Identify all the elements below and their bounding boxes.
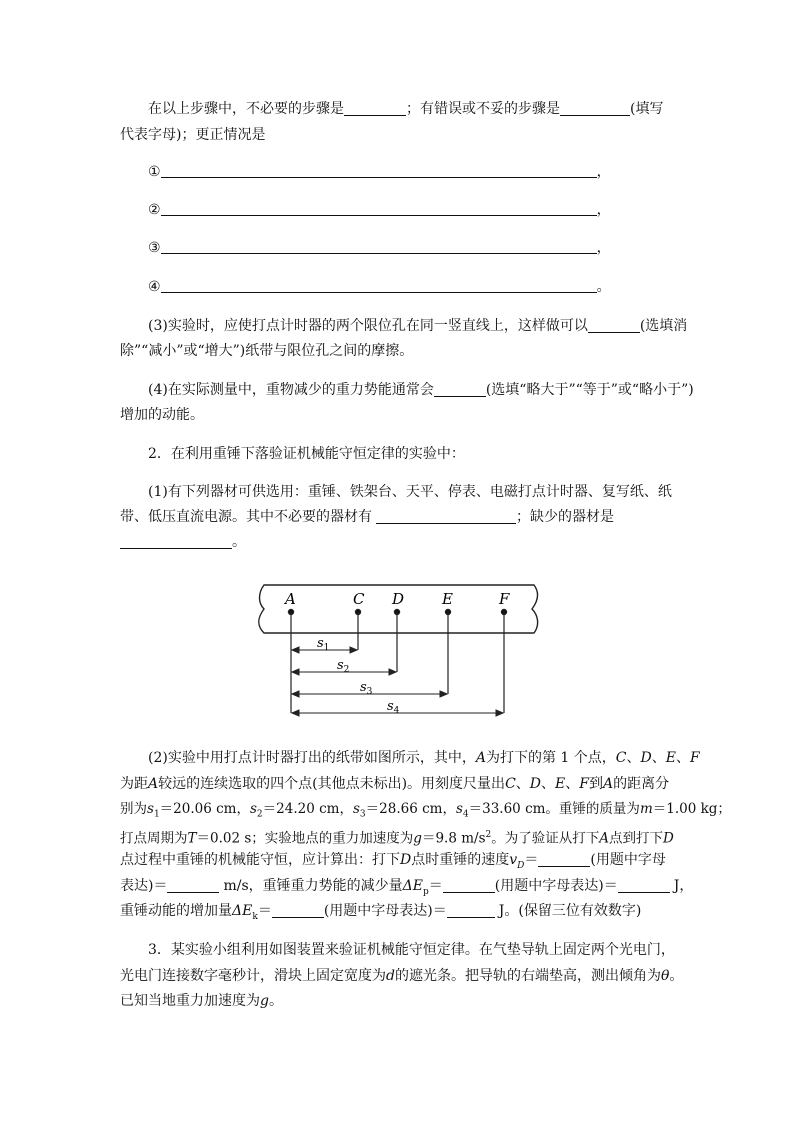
s2-label: $s_2$: [337, 658, 350, 675]
blank-dep-expr[interactable]: [443, 877, 495, 893]
var-a: A: [475, 750, 486, 766]
sub-k: k: [252, 911, 258, 922]
q3-text-b: (选填消: [639, 318, 688, 334]
p2-l4c: 点到打下: [608, 830, 663, 847]
var-s: s: [249, 801, 257, 817]
answer-rule[interactable]: [161, 239, 597, 254]
p2-l7c: J。(保留三位有效数字): [498, 903, 642, 919]
sub-d: D: [517, 860, 525, 871]
blank-unneeded-equipment[interactable]: [376, 508, 516, 524]
value-s4: ＝33.60 cm。重锤的质量为: [468, 801, 640, 817]
steps-line-2: [120, 125, 690, 145]
var-dep: ΔE: [402, 878, 423, 894]
p2-l2b: 较远的连续选取的四个点(其他点未标出)。用刻度尺量出: [158, 776, 506, 792]
problem3-l2b: 的遮光条。把导轨的右端垫高，测出倾角为: [394, 968, 661, 984]
p2-l6a: 表达)＝: [120, 878, 168, 894]
answer-rule[interactable]: [161, 278, 597, 293]
blank-dek-value[interactable]: [447, 902, 495, 918]
blank-wrong-steps[interactable]: [560, 100, 630, 116]
p2-l5d: (用题中字母: [590, 852, 666, 868]
sub-3: 3: [359, 809, 366, 820]
p2-l2d: 的距离分: [613, 776, 670, 792]
value-t: ＝0.02 s；实验地点的重力加速度为: [196, 830, 414, 847]
q3-line-2: [120, 341, 690, 361]
eq-sign: ＝: [428, 878, 443, 894]
answer-line-4[interactable]: [148, 277, 618, 297]
blank-dep-value[interactable]: [618, 877, 670, 893]
q4-text-a: (4)在实际测量中，重物减少的重力势能通常会: [148, 382, 434, 398]
p2-line-4: [120, 825, 690, 849]
problem2-p1a: (1)有下列器材可供选用：重锤、铁架台、天平、停表、电磁打点计时器、复写纸、纸: [148, 484, 672, 500]
sep: 、: [675, 750, 690, 766]
answer-marker: ①: [148, 164, 161, 180]
sep: 、: [515, 776, 530, 792]
var-f: F: [689, 750, 700, 766]
problem3-l2c: 。: [669, 968, 684, 984]
var-d: D: [529, 776, 542, 792]
blank-unnecessary-steps[interactable]: [344, 100, 406, 116]
p2-l6d: J，: [673, 878, 694, 894]
blank-missing-equipment[interactable]: [120, 533, 232, 549]
point-label-c: C: [353, 590, 365, 608]
q3-line-1: [148, 316, 718, 336]
p2-l2a: 为距: [120, 776, 148, 792]
p2-l1b: 为打下的第 1 个点，: [485, 750, 616, 766]
p2-l4b: 。为了验证从打下: [491, 830, 600, 847]
answer-line-1[interactable]: [148, 162, 618, 182]
p2-l6c: (用题中字母表达)＝: [494, 878, 618, 894]
var-e: E: [665, 750, 676, 766]
blank-dek-expr[interactable]: [272, 902, 324, 918]
var-e: E: [555, 776, 566, 792]
problem3-line-2: [120, 966, 690, 986]
answer-end-punct: 。: [596, 279, 611, 295]
p2-l5b: 点时重锤的速度: [411, 852, 510, 868]
q3-text-c: 除”“减小”或“增大”)纸带与限位孔之间的摩擦。: [120, 343, 414, 359]
blank-vd-expr[interactable]: [538, 851, 590, 867]
var-d: D: [662, 830, 674, 847]
q4-line-2: [120, 405, 690, 425]
answer-rule[interactable]: [161, 201, 597, 216]
problem3-l3a: 已知当地重力加速度为: [120, 993, 260, 1009]
answer-line-2[interactable]: [148, 200, 618, 220]
sep: 、: [626, 750, 641, 766]
tape-figure: [254, 575, 550, 723]
var-d: D: [640, 750, 652, 766]
problem2-p1b: 带、低压直流电源。其中不必要的器材有: [120, 509, 372, 525]
var-s: s: [455, 801, 463, 817]
sub-4: 4: [462, 809, 469, 820]
answer-marker: ③: [148, 240, 161, 256]
value-s2: ＝24.20 cm，: [262, 801, 353, 817]
q4-text-c: 增加的动能。: [120, 407, 204, 423]
steps-text-2: ；有错误或不妥的步骤是: [406, 101, 560, 117]
p2-line-3: [120, 799, 731, 825]
p2-l1a: (2)实验中用打点计时器打出的纸带如图所示，其中，: [148, 750, 476, 766]
var-theta: θ: [660, 968, 670, 984]
steps-line-1: [148, 99, 718, 119]
problem3-l2a: 光电门连接数字毫秒计，滑块上固定宽度为: [120, 968, 386, 984]
problem2-p1d: 。: [232, 534, 246, 550]
point-label-f: F: [499, 590, 510, 608]
steps-text-4: 代表字母)；更正情况是: [120, 127, 266, 143]
var-v: v: [509, 852, 518, 868]
var-t: T: [187, 830, 197, 847]
steps-text-1: 在以上步骤中，不必要的步骤是: [148, 101, 344, 117]
eq-sign: ＝: [257, 903, 272, 919]
problem3-l3b: 。: [268, 993, 283, 1009]
q3-text-a: (3)实验时，应使打点计时器的两个限位孔在同一竖直线上，这样做可以: [148, 318, 588, 334]
answer-end-punct: ，: [596, 164, 611, 180]
p2-l3a: 别为: [120, 801, 147, 817]
blank-q4[interactable]: [434, 381, 486, 397]
sub-p: p: [423, 886, 429, 897]
s3-label: $s_3$: [360, 680, 373, 697]
eq-sign: ＝: [524, 852, 539, 868]
value-g: ＝9.8 m/s: [421, 830, 486, 847]
answer-rule[interactable]: [161, 163, 597, 178]
steps-text-3: (填写: [630, 101, 664, 117]
problem3-line-1: [148, 940, 718, 960]
var-a: A: [599, 830, 609, 847]
sep: 、: [651, 750, 666, 766]
answer-end-punct: ，: [596, 240, 611, 256]
problem2-p1-line-2: [120, 507, 690, 527]
point-label-a: A: [285, 590, 296, 608]
p2-line-6: [120, 876, 694, 902]
var-c: C: [615, 750, 627, 766]
answer-end-punct: ，: [596, 202, 611, 218]
answer-marker: ②: [148, 202, 161, 218]
q4-line-1: [148, 380, 718, 400]
sep: 、: [565, 776, 580, 792]
var-d-width: d: [386, 968, 395, 984]
value-m: ＝1.00 kg；: [652, 801, 731, 817]
sup-2: 2: [485, 830, 492, 840]
q4-text-b: (选填“略大于”“等于”或“略小于”): [485, 382, 694, 398]
var-a: A: [148, 776, 159, 792]
var-f: F: [579, 776, 589, 792]
problem3-line-3: [120, 991, 690, 1011]
answer-line-3[interactable]: [148, 238, 618, 258]
p2-l7a: 重锤动能的增加量: [120, 903, 232, 919]
value-s3: ＝28.66 cm，: [365, 801, 456, 817]
problem2-p1-line-1: [148, 482, 718, 502]
p2-l6b: m/s，重锤重力势能的减少量: [223, 878, 403, 894]
sub-1: 1: [153, 809, 160, 820]
blank-q3[interactable]: [588, 317, 640, 333]
var-g: g: [260, 993, 269, 1009]
var-d: D: [400, 852, 412, 868]
p2-line-1: [148, 748, 718, 768]
answer-marker: ④: [148, 279, 161, 295]
p2-line-5: [120, 850, 690, 876]
var-g: g: [413, 830, 422, 847]
point-label-d: D: [392, 590, 405, 608]
var-s: s: [147, 801, 154, 817]
problem2-title: [148, 444, 718, 464]
p2-l7b: (用题中字母表达)＝: [323, 903, 447, 919]
point-label-e: E: [442, 590, 453, 608]
p2-l4a: 打点周期为: [120, 830, 188, 847]
problem2-p1-line-3: [120, 532, 690, 552]
sep: 、: [541, 776, 556, 792]
var-a: A: [602, 776, 614, 792]
problem3-l1: 3．某实验小组利用如图装置来验证机械能守恒定律。在气垫导轨上固定两个光电门，: [148, 942, 675, 958]
var-c: C: [505, 776, 516, 792]
s4-label: $s_4$: [387, 699, 400, 716]
s1-label: $s_1$: [317, 636, 330, 653]
var-m: m: [639, 801, 653, 817]
p2-line-7: [120, 901, 690, 927]
blank-vd-value[interactable]: [167, 877, 219, 893]
p2-line-2: [120, 774, 690, 794]
var-dek: ΔE: [232, 903, 253, 919]
p2-l2c: 到: [588, 776, 603, 792]
value-s1: ＝20.06 cm，: [159, 801, 250, 817]
sub-2: 2: [256, 809, 263, 820]
var-s: s: [352, 801, 360, 817]
p2-l5a: 点过程中重锤的机械能守恒，应计算出：打下: [120, 852, 400, 868]
problem2-p1c: ；缺少的器材是: [516, 509, 614, 525]
problem2-title-text: 2．在利用重锤下落验证机械能守恒定律的实验中：: [148, 446, 465, 462]
